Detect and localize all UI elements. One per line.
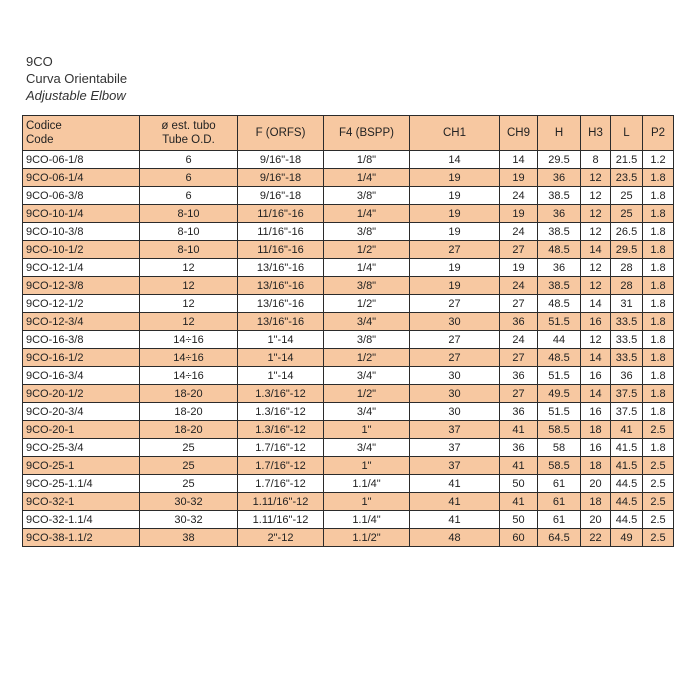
- cell-l: 25: [611, 187, 643, 205]
- cell-code: 9CO-10-3/8: [23, 223, 140, 241]
- table-row: [23, 169, 674, 187]
- cell-p2: 1.8: [643, 259, 674, 277]
- cell-f4-bspp: 1/2": [324, 385, 410, 403]
- cell-h3: 14: [581, 385, 611, 403]
- cell-h: 64.5: [538, 529, 581, 547]
- cell-l: 36: [611, 367, 643, 385]
- cell-f-orfs: 1"-14: [238, 349, 324, 367]
- cell-ch1: 14: [410, 151, 500, 169]
- cell-ch9: 36: [500, 313, 538, 331]
- cell-f4-bspp: 1/2": [324, 295, 410, 313]
- cell-l: 41.5: [611, 439, 643, 457]
- cell-tube-od: 8-10: [140, 223, 238, 241]
- cell-p2: 2.5: [643, 421, 674, 439]
- cell-code: 9CO-16-1/2: [23, 349, 140, 367]
- cell-h3: 12: [581, 169, 611, 187]
- table-row: [23, 151, 674, 169]
- cell-ch1: 19: [410, 223, 500, 241]
- cell-ch1: 41: [410, 511, 500, 529]
- table-row: [23, 529, 674, 547]
- cell-code: 9CO-10-1/2: [23, 241, 140, 259]
- cell-ch1: 30: [410, 403, 500, 421]
- column-header-text: Tube O.D.: [162, 134, 215, 146]
- cell-f4-bspp: 1/8": [324, 151, 410, 169]
- cell-code: 9CO-16-3/8: [23, 331, 140, 349]
- table-row: [23, 277, 674, 295]
- cell-f4-bspp: 3/4": [324, 313, 410, 331]
- column-header-f-orfs: [238, 116, 324, 151]
- cell-p2: 2.5: [643, 529, 674, 547]
- cell-h3: 12: [581, 277, 611, 295]
- product-title-it: Curva Orientabile: [26, 71, 128, 86]
- cell-l: 37.5: [611, 403, 643, 421]
- cell-ch9: 24: [500, 187, 538, 205]
- cell-f-orfs: 13/16"-16: [238, 295, 324, 313]
- cell-h3: 12: [581, 223, 611, 241]
- cell-h3: 18: [581, 493, 611, 511]
- cell-ch1: 30: [410, 313, 500, 331]
- title-block: [26, 53, 127, 104]
- column-header-text: F (ORFS): [255, 127, 306, 139]
- cell-f-orfs: 13/16"-16: [238, 313, 324, 331]
- cell-l: 44.5: [611, 493, 643, 511]
- cell-p2: 1.8: [643, 241, 674, 259]
- cell-code: 9CO-10-1/4: [23, 205, 140, 223]
- table-header-row: [23, 116, 674, 151]
- table-row: [23, 259, 674, 277]
- cell-ch1: 27: [410, 349, 500, 367]
- cell-h3: 12: [581, 205, 611, 223]
- cell-h3: 12: [581, 259, 611, 277]
- cell-tube-od: 30-32: [140, 493, 238, 511]
- cell-l: 44.5: [611, 511, 643, 529]
- cell-f4-bspp: 3/8": [324, 187, 410, 205]
- cell-p2: 1.8: [643, 169, 674, 187]
- cell-ch9: 27: [500, 349, 538, 367]
- cell-h: 58.5: [538, 457, 581, 475]
- cell-p2: 2.5: [643, 475, 674, 493]
- cell-code: 9CO-12-3/4: [23, 313, 140, 331]
- column-header-text: L: [623, 127, 630, 139]
- cell-h: 48.5: [538, 349, 581, 367]
- cell-tube-od: 14÷16: [140, 367, 238, 385]
- cell-tube-od: 30-32: [140, 511, 238, 529]
- cell-l: 28: [611, 259, 643, 277]
- product-code: 9CO: [26, 54, 53, 69]
- cell-l: 33.5: [611, 313, 643, 331]
- cell-f-orfs: 1.11/16"-12: [238, 493, 324, 511]
- cell-tube-od: 12: [140, 313, 238, 331]
- table-row: [23, 385, 674, 403]
- cell-f4-bspp: 1/4": [324, 205, 410, 223]
- table-row: [23, 187, 674, 205]
- cell-p2: 1.8: [643, 331, 674, 349]
- cell-l: 23.5: [611, 169, 643, 187]
- table-row: [23, 349, 674, 367]
- cell-ch9: 60: [500, 529, 538, 547]
- column-header-h3: [581, 116, 611, 151]
- cell-f4-bspp: 1.1/4": [324, 511, 410, 529]
- column-header-tube-od: [140, 116, 238, 151]
- cell-l: 41: [611, 421, 643, 439]
- cell-f-orfs: 1.7/16"-12: [238, 439, 324, 457]
- cell-code: 9CO-32-1: [23, 493, 140, 511]
- cell-h3: 12: [581, 187, 611, 205]
- cell-h3: 18: [581, 457, 611, 475]
- cell-f-orfs: 9/16"-18: [238, 187, 324, 205]
- cell-code: 9CO-12-1/4: [23, 259, 140, 277]
- cell-ch1: 27: [410, 295, 500, 313]
- cell-ch9: 24: [500, 277, 538, 295]
- cell-l: 25: [611, 205, 643, 223]
- cell-p2: 1.8: [643, 313, 674, 331]
- table-row: [23, 457, 674, 475]
- cell-h3: 16: [581, 439, 611, 457]
- cell-tube-od: 14÷16: [140, 331, 238, 349]
- cell-ch9: 41: [500, 457, 538, 475]
- cell-p2: 2.5: [643, 493, 674, 511]
- table-body: [23, 151, 674, 547]
- cell-ch1: 27: [410, 241, 500, 259]
- cell-h3: 14: [581, 295, 611, 313]
- cell-ch1: 41: [410, 493, 500, 511]
- cell-h: 51.5: [538, 403, 581, 421]
- cell-f-orfs: 11/16"-16: [238, 223, 324, 241]
- cell-l: 26.5: [611, 223, 643, 241]
- table-row: [23, 439, 674, 457]
- cell-h: 48.5: [538, 295, 581, 313]
- cell-f4-bspp: 1": [324, 421, 410, 439]
- cell-l: 31: [611, 295, 643, 313]
- cell-f-orfs: 1.7/16"-12: [238, 475, 324, 493]
- cell-ch9: 36: [500, 439, 538, 457]
- column-header-text: P2: [650, 127, 666, 139]
- cell-ch9: 24: [500, 223, 538, 241]
- cell-tube-od: 12: [140, 295, 238, 313]
- cell-code: 9CO-25-3/4: [23, 439, 140, 457]
- table-row: [23, 421, 674, 439]
- cell-h: 29.5: [538, 151, 581, 169]
- cell-code: 9CO-16-3/4: [23, 367, 140, 385]
- cell-h3: 16: [581, 367, 611, 385]
- cell-ch9: 50: [500, 475, 538, 493]
- cell-tube-od: 18-20: [140, 421, 238, 439]
- cell-h3: 18: [581, 421, 611, 439]
- cell-code: 9CO-06-3/8: [23, 187, 140, 205]
- cell-code: 9CO-06-1/4: [23, 169, 140, 187]
- column-header-p2: [643, 116, 674, 151]
- cell-h: 49.5: [538, 385, 581, 403]
- cell-l: 44.5: [611, 475, 643, 493]
- cell-ch9: 27: [500, 295, 538, 313]
- cell-h3: 12: [581, 331, 611, 349]
- cell-h3: 14: [581, 241, 611, 259]
- cell-ch9: 14: [500, 151, 538, 169]
- cell-f4-bspp: 3/8": [324, 331, 410, 349]
- cell-h: 61: [538, 475, 581, 493]
- cell-f4-bspp: 1/2": [324, 349, 410, 367]
- cell-f4-bspp: 3/4": [324, 403, 410, 421]
- cell-ch1: 19: [410, 277, 500, 295]
- cell-f-orfs: 9/16"-18: [238, 169, 324, 187]
- cell-p2: 1.8: [643, 277, 674, 295]
- cell-code: 9CO-32-1.1/4: [23, 511, 140, 529]
- column-header-text: Code: [26, 134, 54, 146]
- cell-f-orfs: 1"-14: [238, 331, 324, 349]
- cell-ch1: 19: [410, 187, 500, 205]
- cell-f4-bspp: 1/4": [324, 259, 410, 277]
- cell-h3: 14: [581, 349, 611, 367]
- cell-ch9: 41: [500, 421, 538, 439]
- cell-f-orfs: 11/16"-16: [238, 205, 324, 223]
- cell-h: 38.5: [538, 277, 581, 295]
- cell-code: 9CO-12-1/2: [23, 295, 140, 313]
- table-row: [23, 313, 674, 331]
- column-header-text: F4 (BSPP): [339, 127, 394, 139]
- cell-f-orfs: 1"-14: [238, 367, 324, 385]
- column-header-code: [23, 116, 140, 151]
- cell-tube-od: 12: [140, 277, 238, 295]
- cell-h: 48.5: [538, 241, 581, 259]
- cell-code: 9CO-38-1.1/2: [23, 529, 140, 547]
- column-header-h: [538, 116, 581, 151]
- cell-ch9: 36: [500, 367, 538, 385]
- column-header-text: CH1: [442, 127, 466, 139]
- cell-p2: 1.8: [643, 367, 674, 385]
- table-row: [23, 241, 674, 259]
- cell-h: 61: [538, 511, 581, 529]
- cell-f4-bspp: 1.1/4": [324, 475, 410, 493]
- cell-p2: 1.2: [643, 151, 674, 169]
- cell-l: 29.5: [611, 241, 643, 259]
- table-row: [23, 511, 674, 529]
- cell-p2: 1.8: [643, 205, 674, 223]
- cell-ch9: 24: [500, 331, 538, 349]
- cell-l: 33.5: [611, 349, 643, 367]
- cell-p2: 1.8: [643, 295, 674, 313]
- cell-f-orfs: 13/16"-16: [238, 277, 324, 295]
- cell-ch9: 27: [500, 385, 538, 403]
- column-header-text: H: [554, 127, 564, 139]
- cell-f4-bspp: 3/4": [324, 367, 410, 385]
- cell-f-orfs: 1.3/16"-12: [238, 421, 324, 439]
- cell-tube-od: 18-20: [140, 403, 238, 421]
- cell-ch1: 19: [410, 169, 500, 187]
- table-row: [23, 367, 674, 385]
- cell-h: 58.5: [538, 421, 581, 439]
- cell-ch1: 19: [410, 205, 500, 223]
- cell-f-orfs: 11/16"-16: [238, 241, 324, 259]
- cell-l: 28: [611, 277, 643, 295]
- cell-tube-od: 14÷16: [140, 349, 238, 367]
- cell-l: 41.5: [611, 457, 643, 475]
- cell-ch9: 41: [500, 493, 538, 511]
- cell-ch9: 19: [500, 205, 538, 223]
- cell-tube-od: 6: [140, 151, 238, 169]
- cell-h3: 20: [581, 511, 611, 529]
- cell-ch1: 27: [410, 331, 500, 349]
- cell-ch1: 37: [410, 457, 500, 475]
- cell-ch9: 50: [500, 511, 538, 529]
- cell-code: 9CO-25-1.1/4: [23, 475, 140, 493]
- cell-code: 9CO-12-3/8: [23, 277, 140, 295]
- cell-f-orfs: 2"-12: [238, 529, 324, 547]
- cell-ch1: 30: [410, 385, 500, 403]
- cell-ch1: 37: [410, 439, 500, 457]
- table-row: [23, 403, 674, 421]
- cell-h3: 20: [581, 475, 611, 493]
- cell-tube-od: 38: [140, 529, 238, 547]
- cell-h: 51.5: [538, 367, 581, 385]
- cell-f4-bspp: 1/2": [324, 241, 410, 259]
- cell-tube-od: 6: [140, 187, 238, 205]
- cell-f4-bspp: 1/4": [324, 169, 410, 187]
- cell-code: 9CO-06-1/8: [23, 151, 140, 169]
- cell-code: 9CO-20-3/4: [23, 403, 140, 421]
- cell-f4-bspp: 1": [324, 493, 410, 511]
- cell-p2: 1.8: [643, 403, 674, 421]
- cell-h3: 8: [581, 151, 611, 169]
- cell-p2: 1.8: [643, 439, 674, 457]
- cell-f4-bspp: 1": [324, 457, 410, 475]
- cell-tube-od: 25: [140, 457, 238, 475]
- cell-tube-od: 8-10: [140, 205, 238, 223]
- cell-f-orfs: 13/16"-16: [238, 259, 324, 277]
- column-header-text: H3: [588, 127, 603, 139]
- cell-code: 9CO-20-1/2: [23, 385, 140, 403]
- cell-code: 9CO-25-1: [23, 457, 140, 475]
- cell-f-orfs: 1.3/16"-12: [238, 385, 324, 403]
- cell-ch1: 19: [410, 259, 500, 277]
- cell-h: 58: [538, 439, 581, 457]
- cell-l: 49: [611, 529, 643, 547]
- cell-f-orfs: 9/16"-18: [238, 151, 324, 169]
- table-row: [23, 493, 674, 511]
- cell-ch1: 48: [410, 529, 500, 547]
- product-title-en: Adjustable Elbow: [26, 88, 126, 103]
- cell-tube-od: 25: [140, 475, 238, 493]
- cell-h3: 16: [581, 313, 611, 331]
- cell-h: 38.5: [538, 223, 581, 241]
- table-row: [23, 331, 674, 349]
- cell-tube-od: 25: [140, 439, 238, 457]
- cell-f-orfs: 1.11/16"-12: [238, 511, 324, 529]
- column-header-ch9: [500, 116, 538, 151]
- table-row: [23, 295, 674, 313]
- cell-ch9: 19: [500, 169, 538, 187]
- cell-tube-od: 12: [140, 259, 238, 277]
- cell-ch9: 27: [500, 241, 538, 259]
- cell-l: 33.5: [611, 331, 643, 349]
- table-row: [23, 205, 674, 223]
- column-header-ch1: [410, 116, 500, 151]
- cell-f4-bspp: 3/4": [324, 439, 410, 457]
- cell-h: 44: [538, 331, 581, 349]
- cell-ch1: 41: [410, 475, 500, 493]
- cell-f4-bspp: 3/8": [324, 277, 410, 295]
- cell-f4-bspp: 1.1/2": [324, 529, 410, 547]
- cell-h: 36: [538, 205, 581, 223]
- column-header-l: [611, 116, 643, 151]
- column-header-text: Codice: [26, 120, 62, 132]
- cell-p2: 2.5: [643, 457, 674, 475]
- cell-ch1: 30: [410, 367, 500, 385]
- table-row: [23, 475, 674, 493]
- cell-ch9: 19: [500, 259, 538, 277]
- cell-f-orfs: 1.3/16"-12: [238, 403, 324, 421]
- cell-f-orfs: 1.7/16"-12: [238, 457, 324, 475]
- cell-h: 61: [538, 493, 581, 511]
- cell-h3: 16: [581, 403, 611, 421]
- cell-p2: 1.8: [643, 187, 674, 205]
- table-row: [23, 223, 674, 241]
- cell-code: 9CO-20-1: [23, 421, 140, 439]
- cell-h3: 22: [581, 529, 611, 547]
- spec-table: [22, 115, 674, 547]
- cell-p2: 1.8: [643, 385, 674, 403]
- column-header-f4-bspp: [324, 116, 410, 151]
- cell-ch9: 36: [500, 403, 538, 421]
- cell-h: 36: [538, 259, 581, 277]
- cell-h: 51.5: [538, 313, 581, 331]
- cell-p2: 1.8: [643, 349, 674, 367]
- cell-p2: 1.8: [643, 223, 674, 241]
- column-header-text: CH9: [506, 127, 530, 139]
- cell-tube-od: 8-10: [140, 241, 238, 259]
- cell-p2: 2.5: [643, 511, 674, 529]
- cell-f4-bspp: 3/8": [324, 223, 410, 241]
- cell-l: 37.5: [611, 385, 643, 403]
- cell-tube-od: 18-20: [140, 385, 238, 403]
- cell-h: 38.5: [538, 187, 581, 205]
- cell-l: 21.5: [611, 151, 643, 169]
- cell-h: 36: [538, 169, 581, 187]
- cell-ch1: 37: [410, 421, 500, 439]
- cell-tube-od: 6: [140, 169, 238, 187]
- column-header-text: ø est. tubo: [161, 120, 216, 132]
